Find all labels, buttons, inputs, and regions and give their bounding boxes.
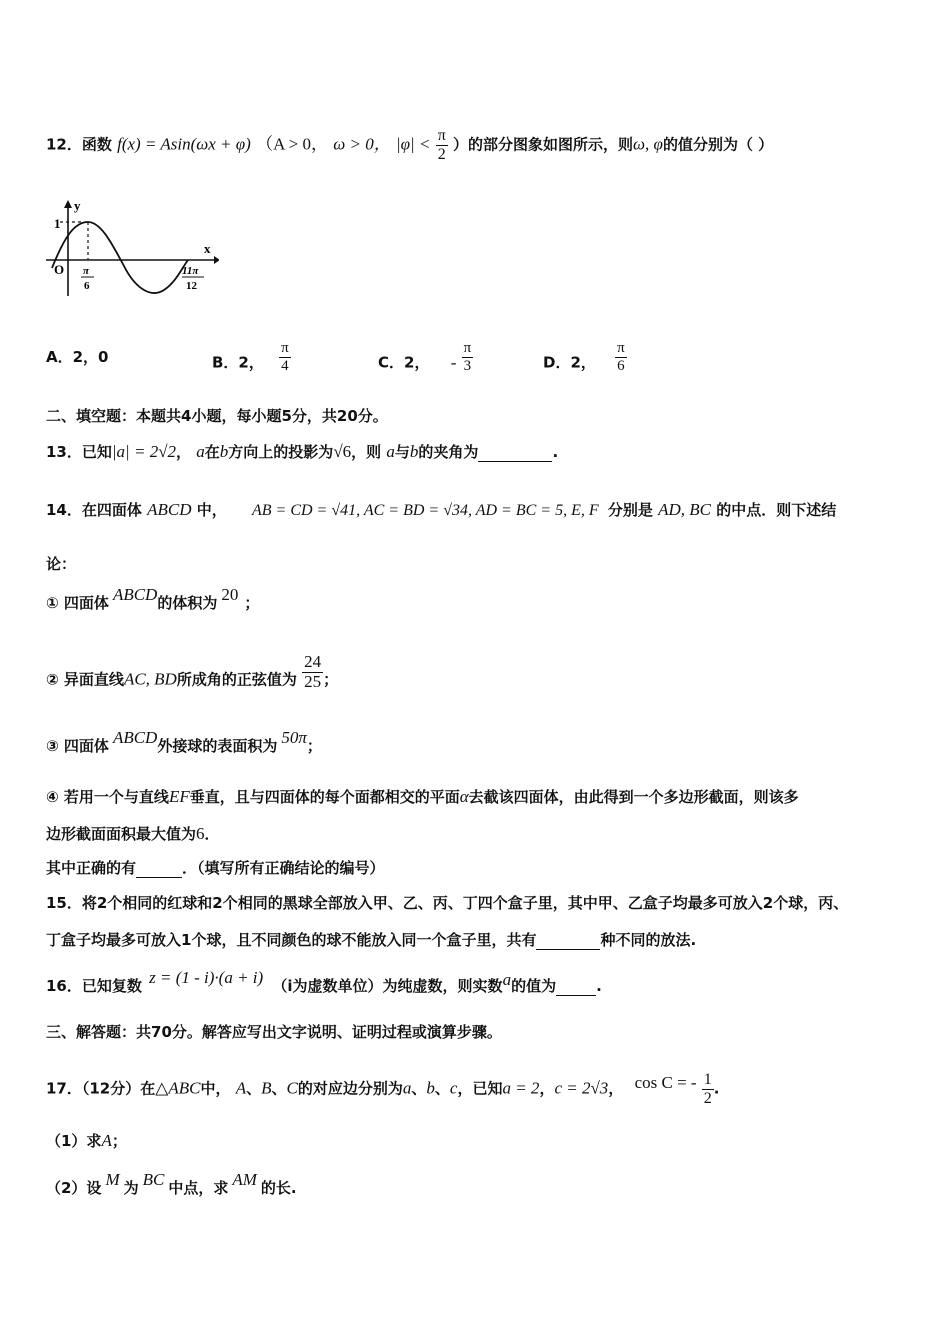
q12-pi-over-2: $\frac{\pi}{2}$ xyxy=(437,127,446,163)
option-c[interactable]: C．2， - $\frac{\pi}{3}$ xyxy=(378,340,472,374)
q14-statement-3: ③ 四面体 ABCD外接球的表面积为 50π； xyxy=(46,728,322,755)
q13: 13．已知|a| = 2√2， a在b方向上的投影为√6，则 a与b的夹角为 . xyxy=(46,442,559,461)
y-axis-arrow xyxy=(64,200,72,208)
q13-answer-blank[interactable] xyxy=(478,443,552,462)
q14-answer-line: 其中正确的有 ．（填写所有正确结论的编号） xyxy=(46,859,385,877)
q14-statement-2: ② 异面直线AC, BD所成角的正弦值为 $\frac{24}{25}$ ； xyxy=(46,652,339,691)
tick-one: 1 xyxy=(54,216,61,231)
origin-label: O xyxy=(54,262,65,277)
section-2-heading: 二、填空题：本题共4小题，每小题5分，共20分。 xyxy=(46,407,388,425)
q12-function: f(x) = Asin(ωx + φ) xyxy=(117,134,251,154)
q14-answer-blank[interactable] xyxy=(136,859,182,878)
option-b[interactable]: B．2， $\frac{\pi}{4}$ xyxy=(212,340,289,374)
q16: 16．已知复数 z = (1 - i)·(a + i) （i为虚数单位）为纯虚数，则实数a的值为 . xyxy=(46,968,602,995)
sine-curve xyxy=(52,222,188,293)
y-label: y xyxy=(74,198,81,213)
tick-pi6-den: 6 xyxy=(84,280,90,292)
q14-stem: 14．在四面体 ABCD 中， AB = CD = √41, AC = BD = √34, AD = BC = 5, E, F 分别是 AD, BC 的中点．则下述结 xyxy=(46,500,837,519)
q15-line-2: 丁盒子均最多可放入1个球，且不同颜色的球不能放入同一个盒子里，共有 种不同的放法. xyxy=(46,931,697,949)
x-label: x xyxy=(204,241,211,256)
q14-stem-cont: 论： xyxy=(46,555,77,573)
sine-graph xyxy=(44,198,219,298)
q14-statement-4-cont: 边形截面面积最大值为6． xyxy=(46,824,220,843)
q17-part-1: （1）求A； xyxy=(46,1131,127,1150)
section-3-heading: 三、解答题：共70分。解答应写出文字说明、证明过程或演算步骤。 xyxy=(46,1023,502,1041)
q12-stem: 12．函数 f(x) = Asin(ωx + φ) （A > 0， ω > 0， |φ| < $\frac{\pi}{2}$ ）的部分图象如图所示，则ω, φ的值分别为（ ） xyxy=(46,127,774,163)
tick-11pi-num: 11π xyxy=(182,265,199,277)
q17-stem: 17．（12分）在△ABC中， A、B、C的对应边分别为a、b、c，已知a = 2，c = 2√3， cos C = - $\frac{1}{2}$ . xyxy=(46,1071,720,1107)
tick-11pi-den: 12 xyxy=(186,280,197,292)
q14-statement-1: ① 四面体 ABCD的体积为 20 ； xyxy=(46,585,260,612)
tick-pi6-num: π xyxy=(83,265,90,277)
option-d[interactable]: D．2， $\frac{\pi}{6}$ xyxy=(543,340,625,374)
q17-part-2: （2）设 M 为 BC 中点，求 AM 的长. xyxy=(46,1170,297,1197)
x-axis-arrow xyxy=(214,256,219,264)
option-a[interactable]: A．2，0 xyxy=(46,348,109,366)
q14-statement-4: ④ 若用一个与直线EF垂直，且与四面体的每个面都相交的平面α去截该四面体，由此得到一个多边形截面，则该多 xyxy=(46,787,799,806)
q15-answer-blank[interactable] xyxy=(536,931,600,950)
q15-line-1: 15．将2个相同的红球和2个相同的黑球全部放入甲、乙、丙、丁四个盒子里，其中甲、乙盒子均最多可放入2个球，丙、 xyxy=(46,894,849,912)
q16-answer-blank[interactable] xyxy=(556,977,596,996)
